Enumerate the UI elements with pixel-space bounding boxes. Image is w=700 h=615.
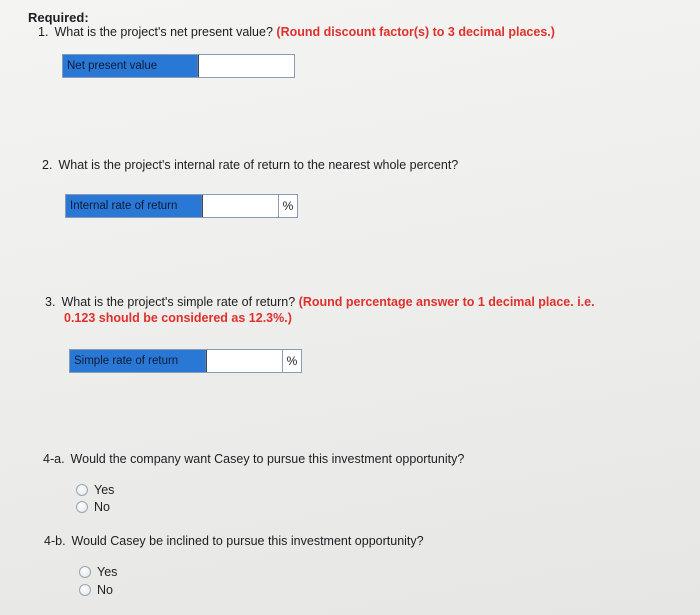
q4a-yes-radio[interactable] <box>76 484 88 496</box>
q4b-no-radio[interactable] <box>79 584 91 596</box>
srr-answer-row <box>69 349 302 373</box>
q4b-option-no[interactable] <box>79 583 113 597</box>
q4a-yes-label: Yes <box>94 483 115 497</box>
irr-label: Internal rate of return <box>66 195 202 217</box>
question-4b-text: Would Casey be inclined to pursue this investment opportunity? <box>71 534 424 548</box>
npv-answer-row <box>62 54 295 78</box>
question-4b-number: 4-b. <box>44 534 66 548</box>
q4a-no-radio[interactable] <box>76 501 88 513</box>
q4b-no-label: No <box>97 583 113 597</box>
irr-answer-row <box>65 194 298 218</box>
srr-percent-sign: % <box>282 350 301 372</box>
required-heading: Required: <box>28 10 89 25</box>
question-2 <box>42 157 682 173</box>
irr-percent-sign: % <box>278 195 297 217</box>
npv-label: Net present value <box>63 55 198 77</box>
question-1-number: 1. <box>38 25 49 39</box>
irr-input[interactable] <box>202 195 278 217</box>
srr-label: Simple rate of return <box>70 350 206 372</box>
question-4a-number: 4-a. <box>43 452 65 466</box>
question-3-number: 3. <box>45 295 56 309</box>
question-4a-text: Would the company want Casey to pursue this investment opportunity? <box>70 452 465 466</box>
q4a-no-label: No <box>94 500 110 514</box>
question-4a <box>43 451 683 467</box>
question-4b <box>44 533 684 549</box>
question-1-note: (Round discount factor(s) to 3 decimal places.) <box>276 25 555 39</box>
q4a-option-yes[interactable] <box>76 483 114 497</box>
question-2-number: 2. <box>42 158 53 172</box>
question-2-text: What is the project's internal rate of return to the nearest whole percent? <box>58 158 459 172</box>
q4b-option-yes[interactable] <box>79 565 117 579</box>
q4b-yes-label: Yes <box>97 565 118 579</box>
npv-input[interactable] <box>198 55 294 77</box>
question-3-note-line-1: (Round percentage answer to 1 decimal place. i.e. <box>298 295 595 309</box>
q4a-option-no[interactable] <box>76 500 110 514</box>
question-1 <box>38 24 678 40</box>
question-3 <box>45 294 645 326</box>
question-3-text: What is the project's simple rate of return? <box>61 295 296 309</box>
question-1-text: What is the project's net present value? <box>54 25 273 39</box>
q4b-yes-radio[interactable] <box>79 566 91 578</box>
srr-input[interactable] <box>206 350 282 372</box>
question-3-note-line-2: 0.123 should be considered as 12.3%.) <box>64 311 292 325</box>
